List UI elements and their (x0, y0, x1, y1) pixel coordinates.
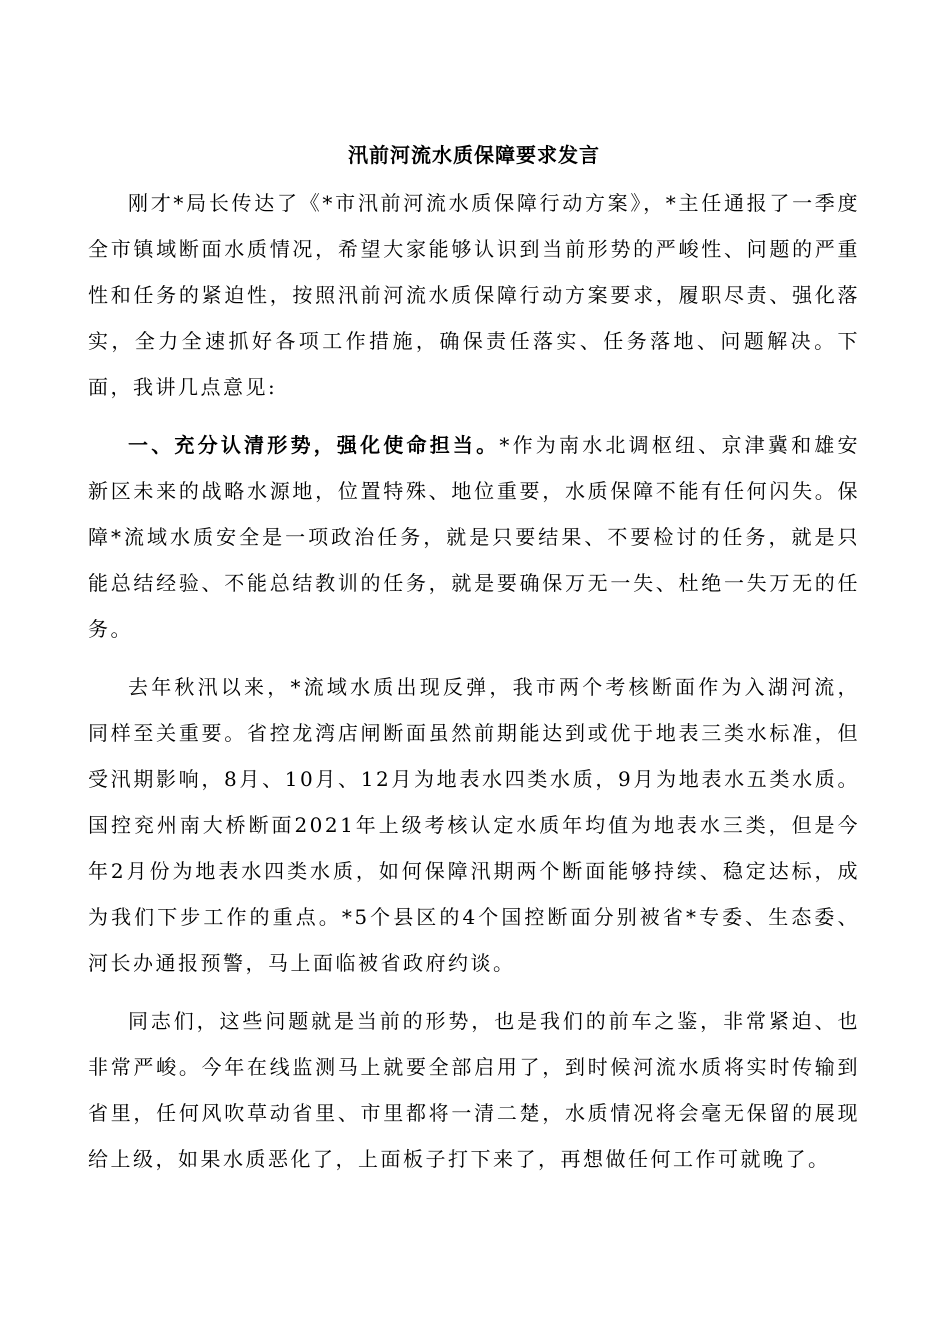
paragraph-text: 去年秋汛以来，*流域水质出现反弹，我市两个考核断面作为入湖河流，同样至关重要。省控龙湾店闸断面虽然前期能达到或优于地表三类水标准，但受汛期影响，8月、10月、12月为地表水四类水质，9月为地表水五类水质。国控兖州南大桥断面2021年上级考核认定水质年均值为地表水三类，但是今年2月份为地表水四类水质，如何保障汛期两个断面能够持续、稳定达标，成为我们下步工作的重点。*5个县区的4个国控断面分别被省*专委、生态委、河长办通报预警，马上面临被省政府约谈。 (88, 675, 860, 975)
paragraph-situation (88, 664, 860, 986)
paragraph-intro (88, 180, 860, 410)
document-page (88, 140, 860, 1182)
section-heading: 一、充分认清形势，强化使命担当。 (128, 433, 500, 457)
paragraph-text: *作为南水北调枢纽、京津冀和雄安新区未来的战略水源地，位置特殊、地位重要，水质保障不能有任何闪失。保障*流域水质安全是一项政治任务，就是只要结果、不要检讨的任务，就是只能总结经验、不能总结教训的任务，就是要确保万无一失、杜绝一失万无的任务。 (88, 433, 861, 641)
paragraph-section-one (88, 422, 860, 652)
paragraph-text: 刚才*局长传达了《*市汛前河流水质保障行动方案》，*主任通报了一季度全市镇域断面水质情况，希望大家能够认识到当前形势的严峻性、问题的严重性和任务的紧迫性，按照汛前河流水质保障行动方案要求，履职尽责、强化落实，全力全速抓好各项工作措施，确保责任落实、任务落地、问题解决。下面，我讲几点意见: (88, 191, 860, 399)
paragraph-warning (88, 998, 860, 1182)
paragraph-text: 同志们，这些问题就是当前的形势，也是我们的前车之鉴，非常紧迫、也非常严峻。今年在线监测马上就要全部启用了，到时候河流水质将实时传输到省里，任何风吹草动省里、市里都将一清二楚，水质情况将会毫无保留的展现给上级，如果水质恶化了，上面板子打下来了，再想做任何工作可就晚了。 (88, 1009, 860, 1171)
document-title: 汛前河流水质保障要求发言 (348, 143, 600, 167)
